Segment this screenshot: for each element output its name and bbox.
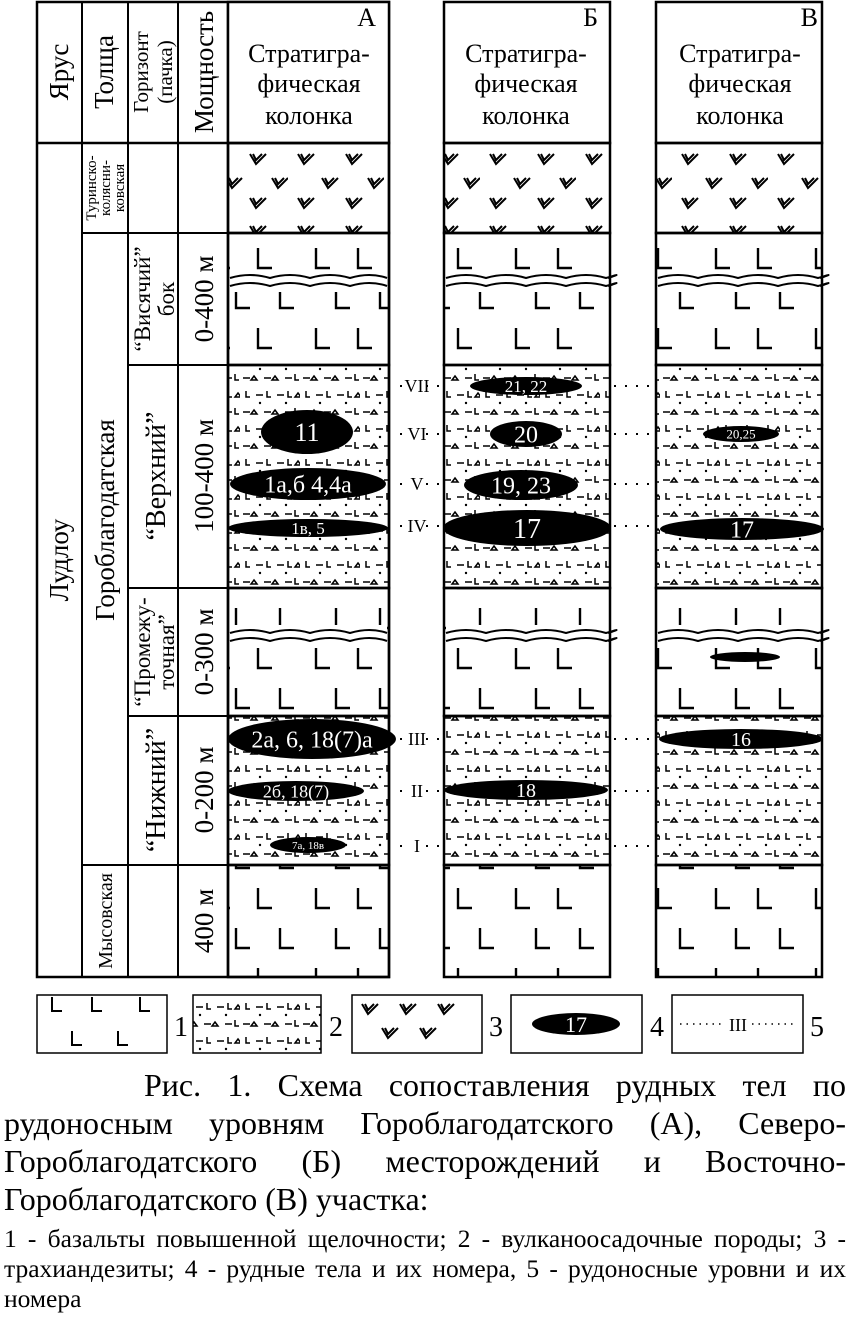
column-letter-c: В [800, 3, 818, 32]
svg-text:III: III [729, 1015, 747, 1035]
ore-body-label: 20,25 [726, 426, 756, 442]
header-formation: Толща [89, 35, 119, 109]
strat-column-b [443, 2, 617, 977]
legend-ore-body [511, 995, 664, 1053]
header-thickness: Мощность [189, 10, 219, 134]
legend-ore-level [672, 995, 824, 1053]
svg-text:колонка: колонка [265, 101, 353, 130]
volcanosedimentary-layer [656, 365, 822, 588]
formation-goroblag: Гороблагодатская [90, 419, 120, 621]
svg-text:фическая: фическая [257, 69, 361, 98]
ore-body [230, 468, 386, 500]
svg-text:Стратигра-: Стратигра- [465, 39, 587, 68]
strat-column-a [228, 2, 396, 977]
svg-text:фическая: фическая [474, 69, 578, 98]
ore-body-label: 16 [731, 729, 751, 751]
basalt-layer [228, 588, 389, 716]
column-letter-a: А [357, 3, 376, 32]
basalt-layer [444, 588, 610, 716]
svg-text:5: 5 [810, 1012, 824, 1043]
trachyandesite-layer [444, 143, 610, 233]
basalt-layer [656, 233, 822, 365]
stage-name: Лудлоу [44, 518, 74, 602]
ore-body [443, 510, 611, 546]
ore-body [270, 837, 346, 853]
svg-text:колонка: колонка [482, 101, 570, 130]
trachyandesite-layer [228, 143, 389, 233]
strat-column-c [656, 2, 829, 977]
legend-trachyandesite [352, 995, 503, 1053]
svg-text:1: 1 [174, 1012, 188, 1043]
formation-turin [84, 155, 128, 220]
svg-text:Туринско-: Туринско- [84, 155, 100, 221]
ore-body-label: 2б, 18(7) [262, 781, 330, 802]
svg-text:точная”: точная” [154, 614, 179, 690]
svg-text:Стратигра-: Стратигра- [679, 39, 801, 68]
svg-text:бок: бок [154, 281, 179, 317]
svg-text:4: 4 [650, 1012, 664, 1043]
svg-text:0-400 м: 0-400 м [189, 255, 219, 343]
ore-lens [710, 652, 780, 662]
svg-text:колонка: колонка [696, 101, 784, 130]
level-label: VII [404, 376, 430, 396]
ore-body-label: 21, 22 [504, 376, 548, 396]
legend-explanation: 1 - базальты повышенной щелочности; 2 - вулканоосадочные породы; 3 - трахиандезиты; 4 - рудные тела и их номера, 5 - рудоносные уровни и их номера [4, 1224, 846, 1313]
header-horizon: Горизонт [129, 31, 153, 113]
level-labels [405, 376, 430, 856]
level-label: VI [407, 424, 427, 444]
ore-body-label: 7а, 18в [291, 839, 325, 852]
svg-text:фическая: фическая [688, 69, 792, 98]
ore-body-sample: 17 [565, 1012, 587, 1037]
ore-body-label: 18 [516, 780, 536, 802]
basalt-layer [228, 233, 389, 365]
ore-body-label: 2а, 6, 18(7)а [251, 727, 373, 754]
horizon-lower: “Нижний” [141, 727, 172, 853]
ore-body-label: 1а,б 4,4а [264, 472, 352, 499]
svg-text:2: 2 [329, 1012, 343, 1043]
header-horizon-pack: (пачка) [153, 40, 177, 104]
svg-text:колясни-: колясни- [98, 160, 114, 216]
trachyandesite-layer [656, 143, 822, 233]
ore-body [261, 410, 353, 454]
figure-caption: Рис. 1. Схема сопоставления рудных тел по рудоносным уровням Гороблагодатского (А), Северо-Гороблагодатского (Б) месторождений и Восточно-Гороблагодатского (В) участка: [4, 1067, 846, 1217]
ore-body [464, 470, 578, 500]
legend [37, 995, 824, 1053]
level-label: IV [407, 516, 427, 536]
basalt-layer [656, 588, 822, 716]
figure-caption-block [0, 1066, 852, 1314]
ore-body-label: 19, 23 [491, 473, 551, 500]
ore-body-label: 11 [294, 418, 320, 448]
horizon-upper: “Верхний” [141, 411, 172, 541]
horizon-hanging [130, 246, 179, 351]
legend-basalt [37, 995, 188, 1053]
header-stage: Ярус [44, 43, 74, 101]
svg-text:0-200 м: 0-200 м [189, 746, 219, 834]
level-label: III [408, 729, 426, 749]
ore-body [228, 719, 396, 759]
level-label: I [414, 836, 420, 856]
svg-text:Стратигра-: Стратигра- [248, 39, 370, 68]
svg-text:ковская: ковская [112, 163, 128, 213]
svg-text:“Промежу-: “Промежу- [130, 597, 155, 707]
formation-mysov: Мысовская [95, 873, 117, 969]
ore-body [703, 426, 779, 442]
svg-text:3: 3 [489, 1012, 503, 1043]
legend-volcanosedimentary [193, 995, 343, 1053]
level-label: V [410, 474, 424, 494]
svg-text:0-300 м: 0-300 м [189, 608, 219, 696]
level-label: II [411, 781, 423, 801]
svg-text:“Висячий”: “Висячий” [130, 246, 155, 352]
basalt-layer [444, 865, 610, 977]
horizon-middle [130, 597, 179, 706]
table-header [44, 11, 219, 133]
svg-text:400 м: 400 м [189, 888, 219, 954]
basalt-layer [444, 233, 610, 365]
basalt-layer [656, 865, 822, 977]
column-letter-b: Б [583, 3, 598, 32]
thickness-values [189, 256, 219, 954]
ore-body-label: 20 [514, 422, 538, 449]
ore-body-label: 17 [513, 513, 541, 545]
basalt-layer [228, 865, 389, 977]
svg-text:100-400 м: 100-400 м [189, 419, 219, 533]
ore-body-label: 1в, 5 [291, 518, 325, 538]
ore-body-label: 17 [730, 517, 754, 544]
